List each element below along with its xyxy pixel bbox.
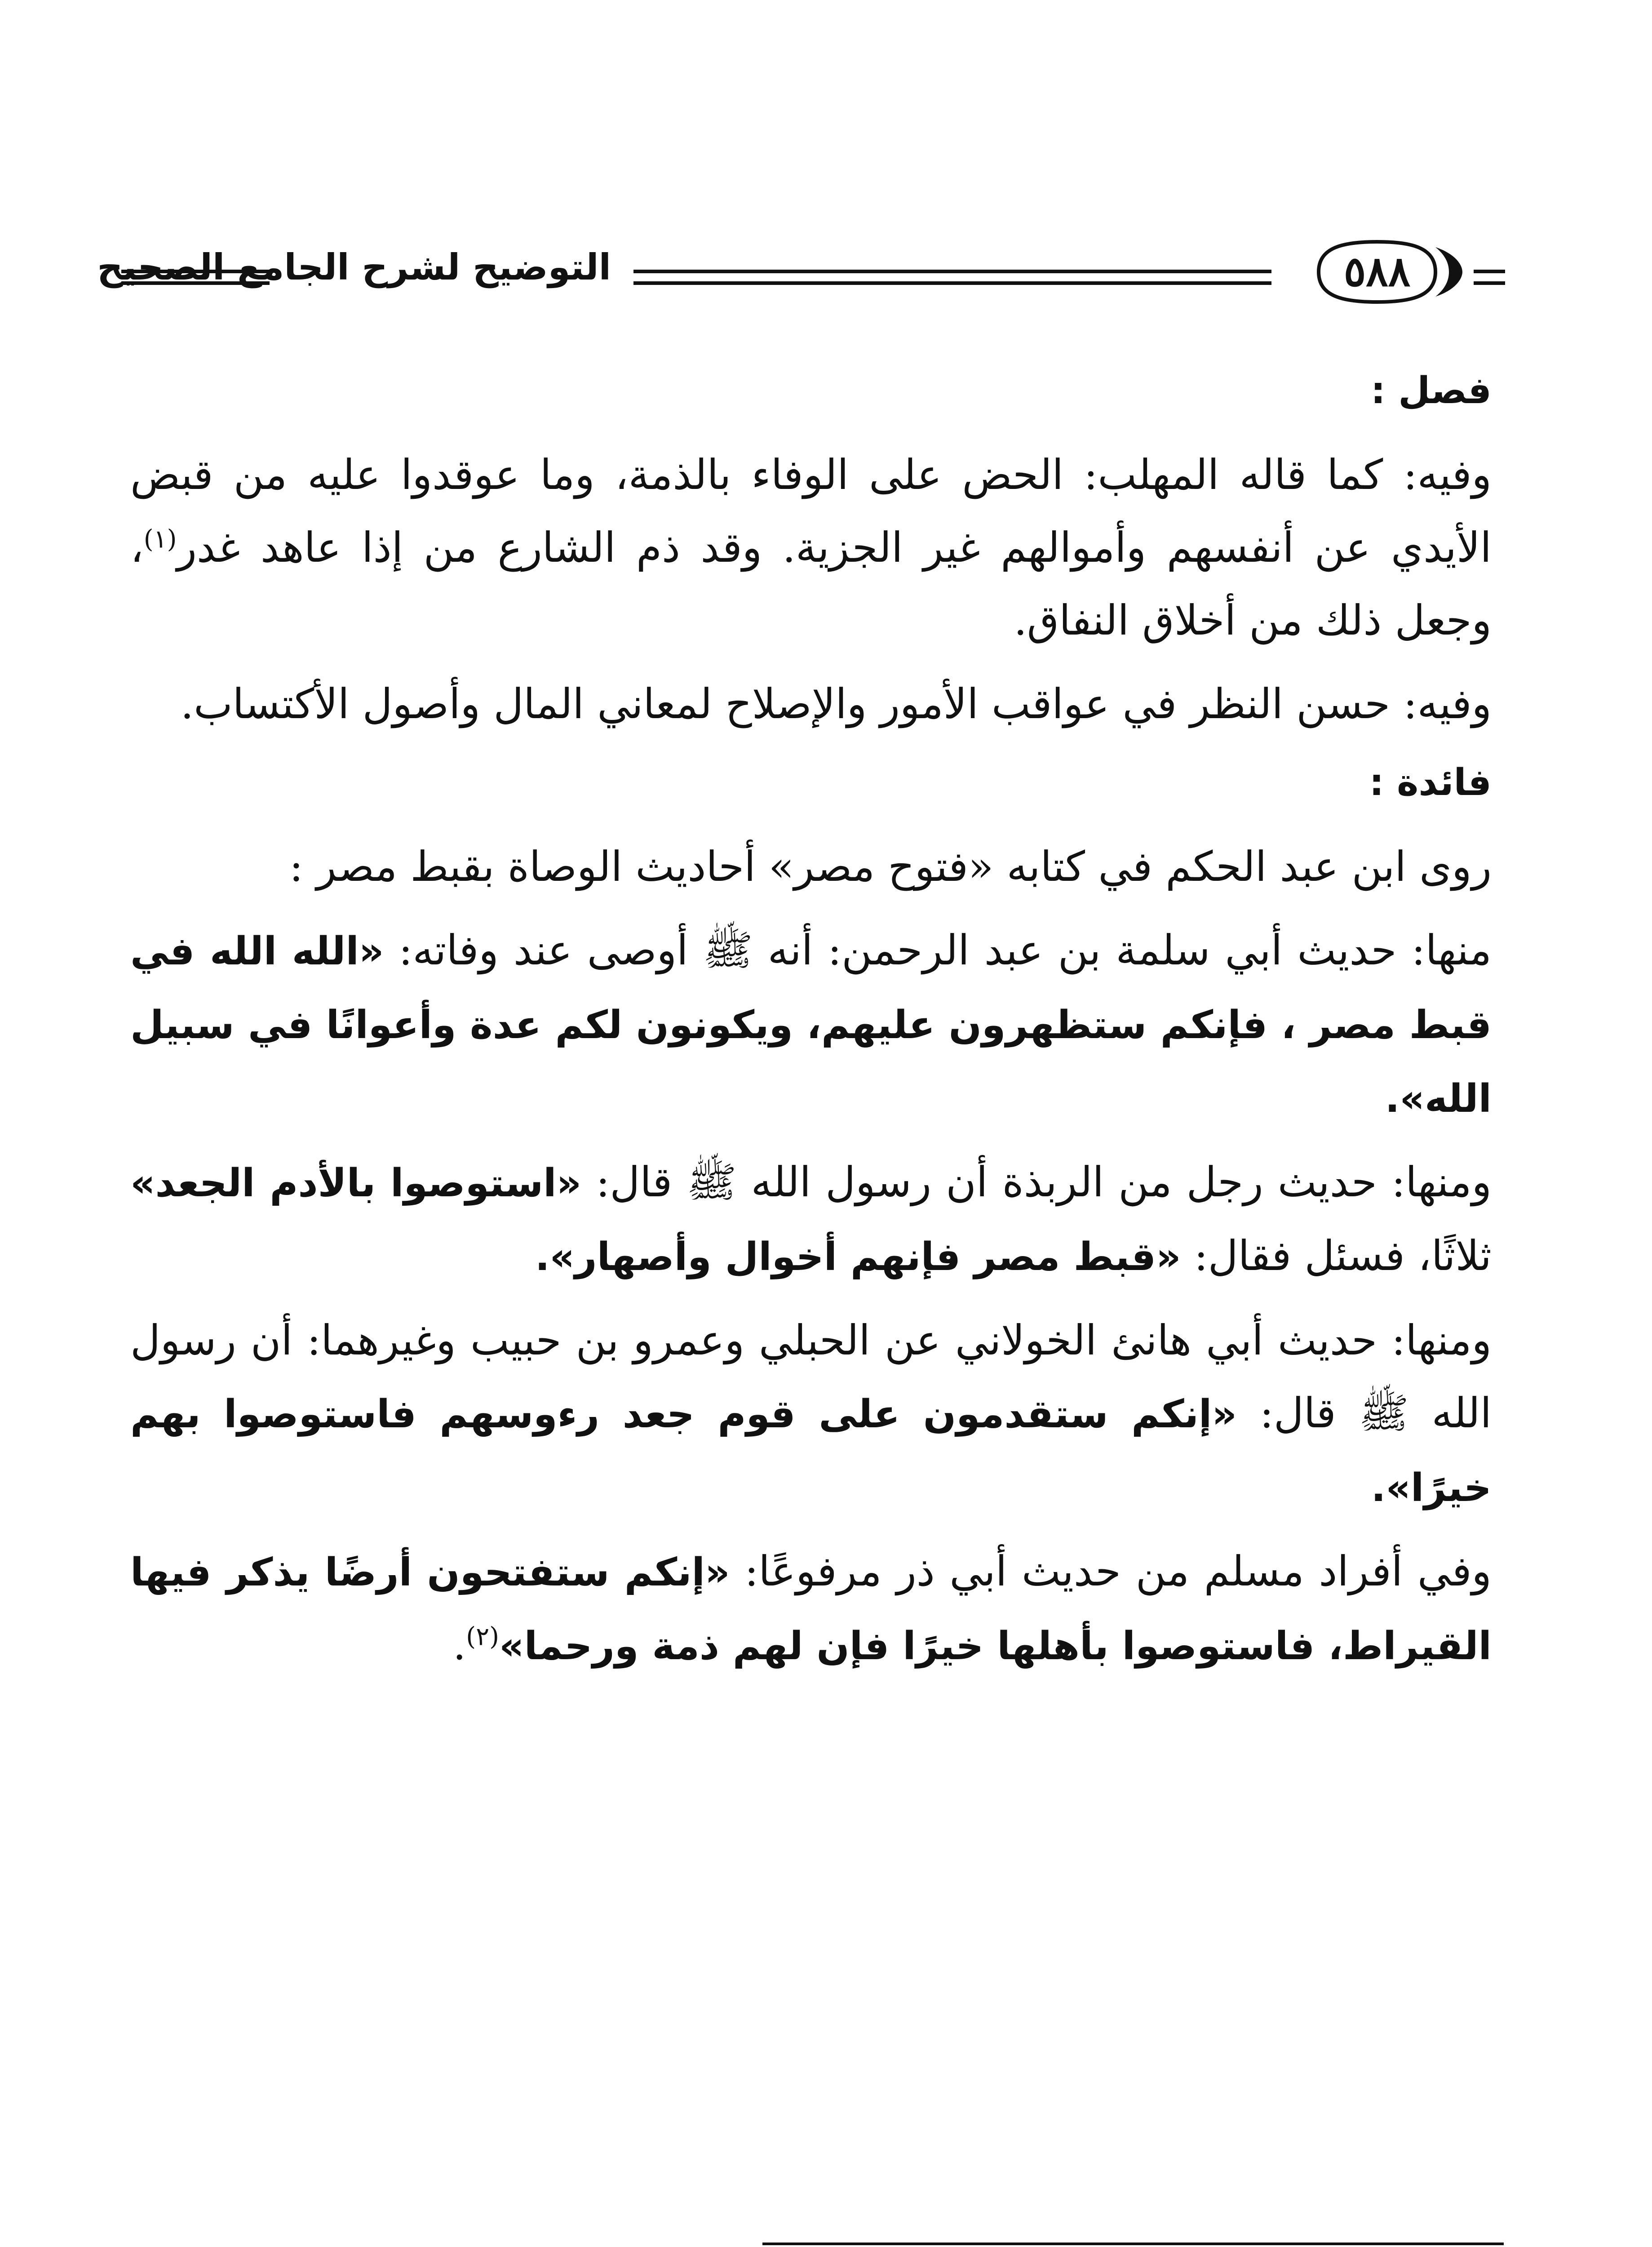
hadith-quote: «قبط مصر فإنهم أخوال وأصهار».	[535, 1235, 1181, 1279]
hadith-quote: «استوصوا بالأدم الجعد»	[130, 1161, 582, 1206]
section-heading: فصل :	[1370, 369, 1492, 412]
paragraph	[130, 1304, 1492, 1524]
header-rule	[1474, 270, 1505, 285]
text-run: منها: حديث أبي سلمة بن عبد الرحمن: أنه ﷺ أوصى عند وفاته:	[384, 926, 1492, 974]
paragraph	[130, 439, 1492, 657]
header-rule	[633, 270, 1271, 285]
header-rule	[121, 270, 270, 285]
hadith-quote: «الله الله في قبط مصر ، فإنكم ستظهرون عليهم، ويكونون لكم عدة وأعوانًا في سبيل الله».	[130, 929, 1492, 1121]
text-run: وفيه: كما قاله المهلب: الحض على الوفاء بالذمة، وما عوقدوا عليه من قبض الأيدي عن أنفسهم وأموالهم غير الجزية. وقد ذم الشارع من إذا عاهد غدر	[130, 451, 1492, 572]
hadith-quote: «إنكم ستفتحون أرضًا يذكر فيها القيراط، فاستوصوا بأهلها خيرًا فإن لهم ذمة ورحما»	[130, 1550, 1492, 1669]
paragraph	[130, 830, 1492, 903]
paragraph	[130, 1146, 1492, 1293]
footnote-ref: (١)	[143, 524, 177, 554]
text-run: ثلاثًا، فسئل فقال:	[1181, 1232, 1492, 1280]
text-run: .	[452, 1621, 466, 1669]
page-number-frame	[1285, 238, 1469, 306]
text-run: وفي أفراد مسلم من حديث أبي ذر مرفوعًا:	[730, 1547, 1492, 1595]
paragraph	[130, 668, 1492, 741]
hadith-quote: «إنكم ستقدمون على قوم جعد رءوسهم فاستوصوا بهم خيرًا».	[130, 1392, 1492, 1510]
text-run: ، وجعل ذلك من أخلاق النفاق.	[130, 524, 1492, 644]
text-run: روى ابن عبد الحكم في كتابه «فتوح مصر» أحاديث الوصاة بقبط مصر :	[289, 843, 1492, 891]
page-header	[97, 238, 1505, 319]
book-title: التوضيح لشرح الجامع الصحيح	[97, 246, 611, 288]
text-run: وفيه: حسن النظر في عواقب الأمور والإصلاح لمعاني المال وأصول الأكتساب.	[180, 680, 1492, 728]
page-number: ٥٨٨	[1343, 247, 1411, 296]
section-heading: فائدة :	[1369, 761, 1492, 804]
text-run: ومنها: حديث أبي هانئ الخولاني عن الحبلي وعمرو بن حبيب وغيرهما: أن رسول الله ﷺ قال:	[130, 1316, 1492, 1437]
footnote-ref: (٢)	[466, 1622, 500, 1652]
text-run: ومنها: حديث رجل من الربذة أن رسول الله ﷺ قال:	[581, 1158, 1492, 1206]
paragraph	[130, 1535, 1492, 1683]
footnote-separator	[762, 2243, 1504, 2245]
main-text	[130, 360, 1492, 1693]
paragraph	[130, 914, 1492, 1135]
